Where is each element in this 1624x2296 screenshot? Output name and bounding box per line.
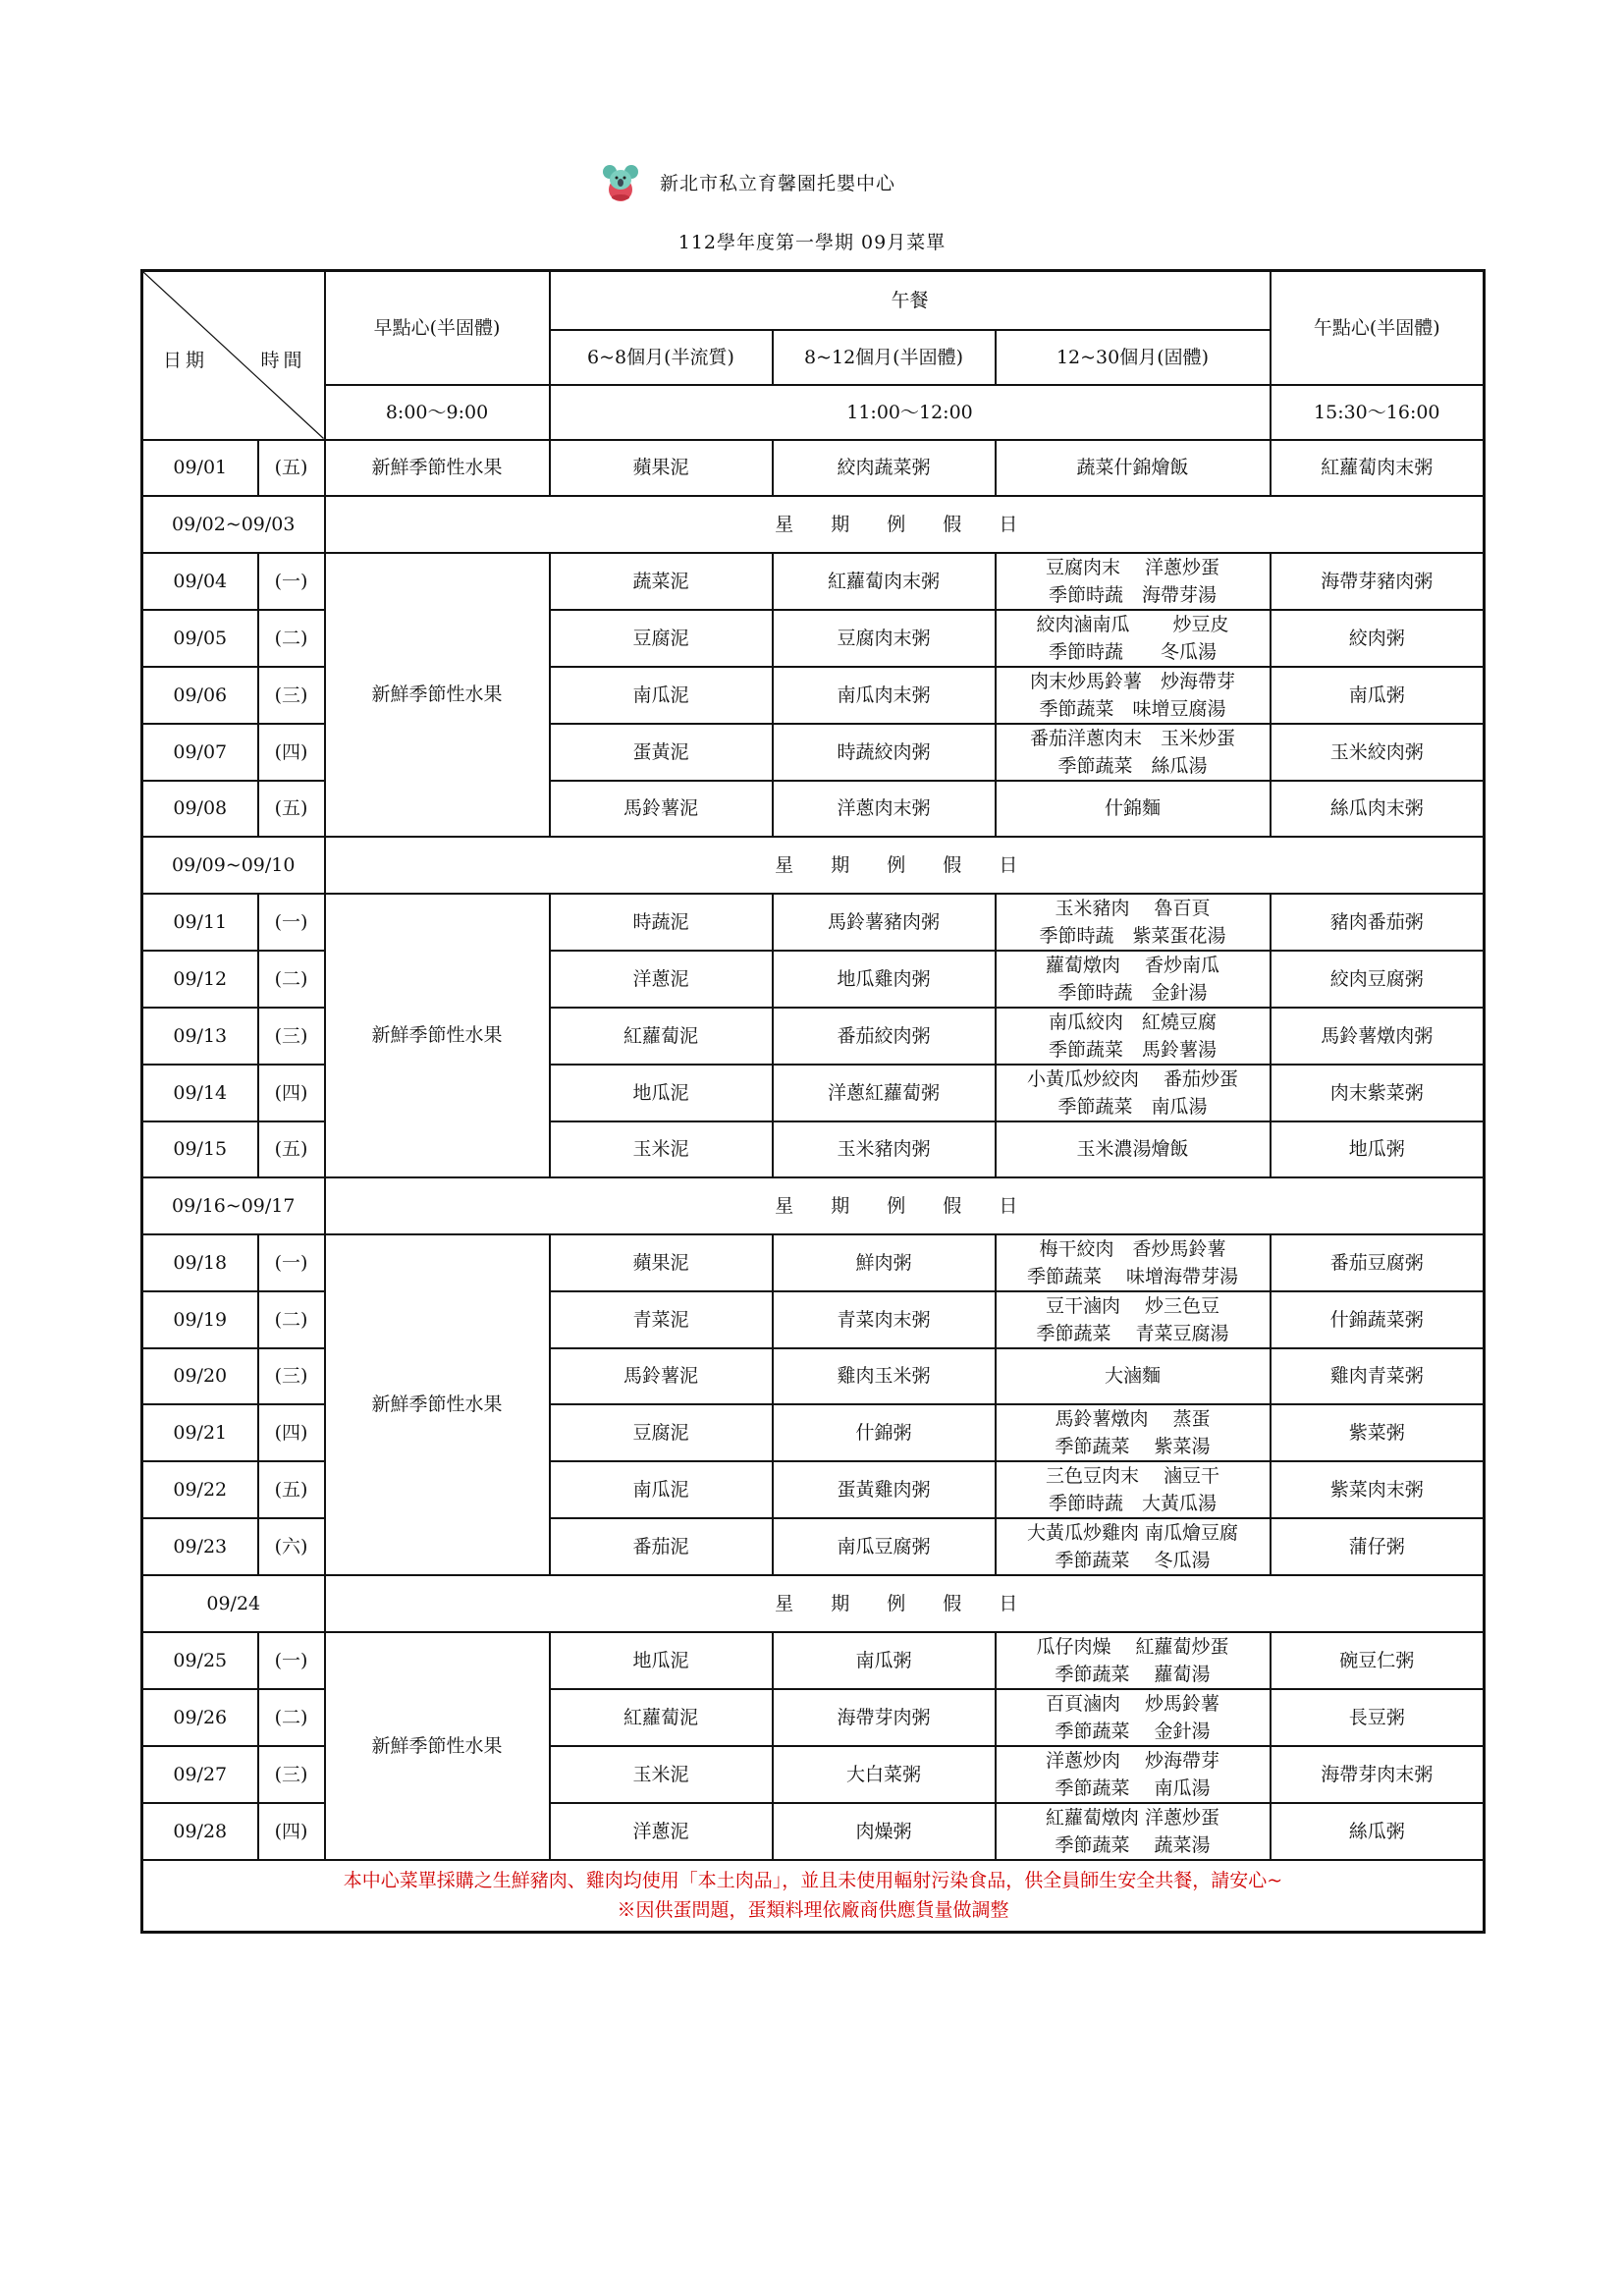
lunch-12-30-line-2: 季節時蔬 冬瓜湯 [1049,640,1218,663]
row-date: 09/26 [142,1689,258,1746]
lunch-12-30-line-1: 肉末炒馬鈴薯 炒海帶芽 [1030,670,1236,692]
lunch-12-30-line-1: 豆干滷肉 炒三色豆 [1045,1294,1220,1317]
lunch-12-30-line-2: 季節蔬菜 味增海帶芽湯 [1026,1265,1239,1287]
org-line [599,157,895,206]
holiday-label: 星 期 例 假 日 [325,837,1485,894]
menu-row [142,440,1485,496]
lunch-12-30-item [996,553,1271,610]
lunch-12-30-line-2: 季節蔬菜 紫菜湯 [1055,1435,1211,1457]
lunch-8-12-item: 洋蔥肉末粥 [773,781,996,837]
date-label: 日期 [163,350,209,371]
lunch-8-12-item: 南瓜肉末粥 [773,667,996,724]
org-name: 新北市私立育馨園托嬰中心 [660,172,896,194]
lunch-8-12-item: 地瓜雞肉粥 [773,951,996,1008]
lunch-12-30-item [996,951,1271,1008]
menu-row [142,553,1485,610]
lunch-12-30-line-2: 季節蔬菜 馬鈴薯湯 [1049,1038,1218,1061]
snack-item: 什錦蔬菜粥 [1271,1291,1485,1348]
menu-row [142,894,1485,951]
lunch-6-8-item: 馬鈴薯泥 [550,781,773,837]
row-date: 09/12 [142,951,258,1008]
snack-item: 馬鈴薯燉肉粥 [1271,1008,1485,1065]
lunch-8-12-header: 8~12個月(半固體) [773,330,996,385]
row-weekday: (三) [258,667,325,724]
row-weekday: (二) [258,1291,325,1348]
lunch-12-30-line-2: 季節蔬菜 青菜豆腐湯 [1036,1322,1229,1344]
row-weekday: (三) [258,1348,325,1404]
lunch-8-12-item: 絞肉蔬菜粥 [773,440,996,496]
snack-item: 番茄豆腐粥 [1271,1234,1485,1291]
lunch-12-30-line-2: 季節時蔬 大黃瓜湯 [1049,1492,1218,1514]
snack-item: 絲瓜粥 [1271,1803,1485,1860]
lunch-6-8-item: 馬鈴薯泥 [550,1348,773,1404]
lunch-12-30-line-2: 季節蔬菜 蘿蔔湯 [1055,1663,1211,1685]
snack-item: 豬肉番茄粥 [1271,894,1485,951]
lunch-12-30-item [996,1803,1271,1860]
lunch-12-30-item [996,1348,1271,1404]
lunch-12-30-line-2: 季節蔬菜 味增豆腐湯 [1039,697,1226,720]
lunch-6-8-item: 地瓜泥 [550,1632,773,1689]
lunch-time: 11:00～12:00 [550,385,1271,440]
lunch-6-8-item: 蘋果泥 [550,1234,773,1291]
menu-row [142,1632,1485,1689]
lunch-6-8-item: 洋蔥泥 [550,951,773,1008]
lunch-12-30-item [996,1404,1271,1461]
snack-item: 紫菜粥 [1271,1404,1485,1461]
lunch-6-8-header: 6~8個月(半流質) [550,330,773,385]
row-date: 09/18 [142,1234,258,1291]
row-weekday: (二) [258,951,325,1008]
lunch-6-8-item: 豆腐泥 [550,1404,773,1461]
lunch-8-12-item: 時蔬絞肉粥 [773,724,996,781]
lunch-12-30-line-1: 馬鈴薯燉肉 蒸蛋 [1055,1407,1211,1430]
row-weekday: (四) [258,1404,325,1461]
lunch-12-30-item [996,1746,1271,1803]
holiday-date: 09/24 [142,1575,325,1632]
snack-header: 午點心(半固體) [1271,271,1485,385]
lunch-12-30-line-2: 季節時蔬 金針湯 [1057,981,1208,1004]
notice-line-1: 本中心菜單採購之生鮮豬肉、雞肉均使用「本土肉品」，並且未使用輻射污染食品，供全員師生安全共餐，請安心~ [343,1870,1283,1892]
lunch-12-30-line-1: 大滷麵 [1105,1365,1162,1387]
row-weekday: (三) [258,1746,325,1803]
lunch-6-8-item: 蘋果泥 [550,440,773,496]
row-date: 09/20 [142,1348,258,1404]
holiday-date: 09/09~09/10 [142,837,325,894]
lunch-12-30-line-2: 季節蔬菜 蔬菜湯 [1055,1833,1211,1856]
lunch-8-12-item: 什錦粥 [773,1404,996,1461]
lunch-12-30-item [996,440,1271,496]
lunch-12-30-line-1: 蘿蔔燉肉 香炒南瓜 [1045,954,1220,976]
row-date: 09/19 [142,1291,258,1348]
holiday-label: 星 期 例 假 日 [325,1575,1485,1632]
snack-item: 肉末紫菜粥 [1271,1065,1485,1121]
row-date: 09/07 [142,724,258,781]
row-date: 09/13 [142,1008,258,1065]
lunch-8-12-item: 玉米豬肉粥 [773,1121,996,1177]
lunch-12-30-item [996,1008,1271,1065]
lunch-12-30-item [996,894,1271,951]
lunch-12-30-item [996,1518,1271,1575]
row-weekday: (一) [258,894,325,951]
lunch-12-30-line-1: 豆腐肉末 洋蔥炒蛋 [1045,556,1220,578]
breakfast-fruit: 新鮮季節性水果 [325,553,550,837]
lunch-12-30-line-1: 瓜仔肉燥 紅蘿蔔炒蛋 [1036,1635,1229,1658]
row-weekday: (一) [258,1632,325,1689]
lunch-6-8-item: 紅蘿蔔泥 [550,1008,773,1065]
breakfast-fruit: 新鮮季節性水果 [325,1234,550,1575]
lunch-12-30-line-1: 南瓜絞肉 紅燒豆腐 [1049,1011,1218,1033]
row-date: 09/04 [142,553,258,610]
lunch-12-30-item [996,1291,1271,1348]
lunch-6-8-item: 洋蔥泥 [550,1803,773,1860]
row-weekday: (一) [258,1234,325,1291]
lunch-12-30-line-1: 什錦麵 [1105,797,1162,819]
date-time-header [142,271,325,440]
snack-item: 絞肉豆腐粥 [1271,951,1485,1008]
lunch-6-8-item: 地瓜泥 [550,1065,773,1121]
lunch-6-8-item: 番茄泥 [550,1518,773,1575]
row-weekday: (四) [258,724,325,781]
breakfast-fruit: 新鮮季節性水果 [325,1632,550,1860]
row-date: 09/23 [142,1518,258,1575]
lunch-8-12-item: 大白菜粥 [773,1746,996,1803]
lunch-6-8-item: 蔬菜泥 [550,553,773,610]
lunch-8-12-item: 肉燥粥 [773,1803,996,1860]
lunch-12-30-item [996,724,1271,781]
lunch-12-30-line-1: 玉米濃湯燴飯 [1076,1138,1189,1160]
row-date: 09/08 [142,781,258,837]
snack-item: 長豆粥 [1271,1689,1485,1746]
lunch-6-8-item: 南瓜泥 [550,1461,773,1518]
lunch-12-30-line-1: 紅蘿蔔燉肉 洋蔥炒蛋 [1045,1806,1220,1829]
lunch-8-12-item: 南瓜豆腐粥 [773,1518,996,1575]
snack-item: 蒲仔粥 [1271,1518,1485,1575]
row-date: 09/21 [142,1404,258,1461]
lunch-12-30-line-2: 季節蔬菜 冬瓜湯 [1055,1549,1211,1571]
holiday-label: 星 期 例 假 日 [325,1177,1485,1234]
lunch-12-30-line-1: 玉米豬肉 魯百頁 [1055,897,1211,919]
lunch-12-30-line-2: 季節蔬菜 絲瓜湯 [1057,754,1208,777]
menu-row [142,1234,1485,1291]
lunch-12-30-line-1: 三色豆肉末 滷豆干 [1045,1464,1220,1487]
lunch-12-30-line-1: 大黃瓜炒雞肉 南瓜燴豆腐 [1026,1521,1239,1544]
lunch-6-8-item: 紅蘿蔔泥 [550,1689,773,1746]
notice-row [142,1860,1485,1933]
row-date: 09/11 [142,894,258,951]
menu-table [140,269,1486,1934]
row-weekday: (四) [258,1803,325,1860]
time-label: 時間 [260,350,306,371]
snack-item: 玉米絞肉粥 [1271,724,1485,781]
lunch-6-8-item: 豆腐泥 [550,610,773,667]
row-date: 09/14 [142,1065,258,1121]
lunch-6-8-item: 青菜泥 [550,1291,773,1348]
row-weekday: (一) [258,553,325,610]
lunch-6-8-item: 蛋黃泥 [550,724,773,781]
lunch-6-8-item: 南瓜泥 [550,667,773,724]
breakfast-fruit: 新鮮季節性水果 [325,440,550,496]
snack-time: 15:30～16:00 [1271,385,1485,440]
lunch-8-12-item: 紅蘿蔔肉末粥 [773,553,996,610]
lunch-12-30-item [996,1461,1271,1518]
row-date: 09/25 [142,1632,258,1689]
page-header [0,157,1624,265]
lunch-8-12-item: 馬鈴薯豬肉粥 [773,894,996,951]
row-date: 09/28 [142,1803,258,1860]
snack-item: 雞肉青菜粥 [1271,1348,1485,1404]
lunch-12-30-line-2: 季節時蔬 紫菜蛋花湯 [1039,924,1226,947]
lunch-12-30-item [996,1234,1271,1291]
lunch-8-12-item: 豆腐肉末粥 [773,610,996,667]
lunch-8-12-item: 南瓜粥 [773,1632,996,1689]
lunch-12-30-line-2: 季節時蔬 海帶芽湯 [1049,583,1218,606]
holiday-row [142,837,1485,894]
lunch-12-30-line-2: 季節蔬菜 南瓜湯 [1057,1095,1208,1118]
holiday-row [142,1575,1485,1632]
snack-item: 海帶芽豬肉粥 [1271,553,1485,610]
lunch-12-30-item [996,1632,1271,1689]
holiday-date: 09/16~09/17 [142,1177,325,1234]
snack-item: 南瓜粥 [1271,667,1485,724]
row-weekday: (二) [258,1689,325,1746]
breakfast-fruit: 新鮮季節性水果 [325,894,550,1177]
lunch-12-30-line-1: 洋蔥炒肉 炒海帶芽 [1045,1749,1220,1772]
row-date: 09/06 [142,667,258,724]
lunch-8-12-item: 雞肉玉米粥 [773,1348,996,1404]
lunch-8-12-item: 青菜肉末粥 [773,1291,996,1348]
notice [142,1860,1485,1933]
breakfast-time: 8:00～9:00 [325,385,550,440]
lunch-12-30-header: 12~30個月(固體) [996,330,1271,385]
lunch-6-8-item: 玉米泥 [550,1746,773,1803]
lunch-12-30-line-1: 番茄洋蔥肉末 玉米炒蛋 [1030,727,1236,749]
holiday-label: 星 期 例 假 日 [325,496,1485,553]
row-date: 09/22 [142,1461,258,1518]
lunch-12-30-item [996,1689,1271,1746]
holiday-row [142,1177,1485,1234]
lunch-8-12-item: 海帶芽肉粥 [773,1689,996,1746]
snack-item: 紫菜肉末粥 [1271,1461,1485,1518]
holiday-date: 09/02~09/03 [142,496,325,553]
lunch-12-30-line-1: 絞肉滷南瓜 炒豆皮 [1036,613,1229,635]
lunch-header: 午餐 [550,271,1271,330]
menu-title: 112學年度第一學期 09月菜單 [677,232,947,253]
row-weekday: (五) [258,1121,325,1177]
lunch-12-30-item [996,667,1271,724]
lunch-12-30-line-2: 季節蔬菜 金針湯 [1055,1720,1211,1742]
row-date: 09/15 [142,1121,258,1177]
lunch-12-30-line-1: 梅干絞肉 香炒馬鈴薯 [1039,1237,1226,1260]
snack-item: 碗豆仁粥 [1271,1632,1485,1689]
lunch-8-12-item: 蛋黃雞肉粥 [773,1461,996,1518]
row-date: 09/05 [142,610,258,667]
lunch-8-12-item: 番茄絞肉粥 [773,1008,996,1065]
lunch-12-30-line-1: 小黃瓜炒絞肉 番茄炒蛋 [1026,1067,1239,1090]
snack-item: 絲瓜肉末粥 [1271,781,1485,837]
snack-item: 海帶芽肉末粥 [1271,1746,1485,1803]
lunch-12-30-line-2: 季節蔬菜 南瓜湯 [1055,1777,1211,1799]
row-weekday: (五) [258,440,325,496]
lunch-6-8-item: 玉米泥 [550,1121,773,1177]
row-weekday: (五) [258,1461,325,1518]
row-weekday: (三) [258,1008,325,1065]
holiday-row [142,496,1485,553]
lunch-12-30-item [996,781,1271,837]
breakfast-header: 早點心(半固體) [325,271,550,385]
notice-line-2: ※因供蛋問題，蛋類料理依廠商供應貨量做調整 [617,1899,1009,1922]
lunch-12-30-line-1: 蔬菜什錦燴飯 [1076,457,1189,478]
lunch-12-30-line-1: 百頁滷肉 炒馬鈴薯 [1045,1692,1220,1715]
row-date: 09/01 [142,440,258,496]
row-weekday: (五) [258,781,325,837]
row-weekday: (四) [258,1065,325,1121]
lunch-12-30-item [996,1121,1271,1177]
lunch-12-30-item [996,610,1271,667]
row-weekday: (六) [258,1518,325,1575]
snack-item: 紅蘿蔔肉末粥 [1271,440,1485,496]
lunch-8-12-item: 鮮肉粥 [773,1234,996,1291]
lunch-8-12-item: 洋蔥紅蘿蔔粥 [773,1065,996,1121]
row-weekday: (二) [258,610,325,667]
lunch-12-30-item [996,1065,1271,1121]
lunch-6-8-item: 時蔬泥 [550,894,773,951]
snack-item: 地瓜粥 [1271,1121,1485,1177]
row-date: 09/27 [142,1746,258,1803]
snack-item: 絞肉粥 [1271,610,1485,667]
koala-logo-icon [599,160,642,203]
